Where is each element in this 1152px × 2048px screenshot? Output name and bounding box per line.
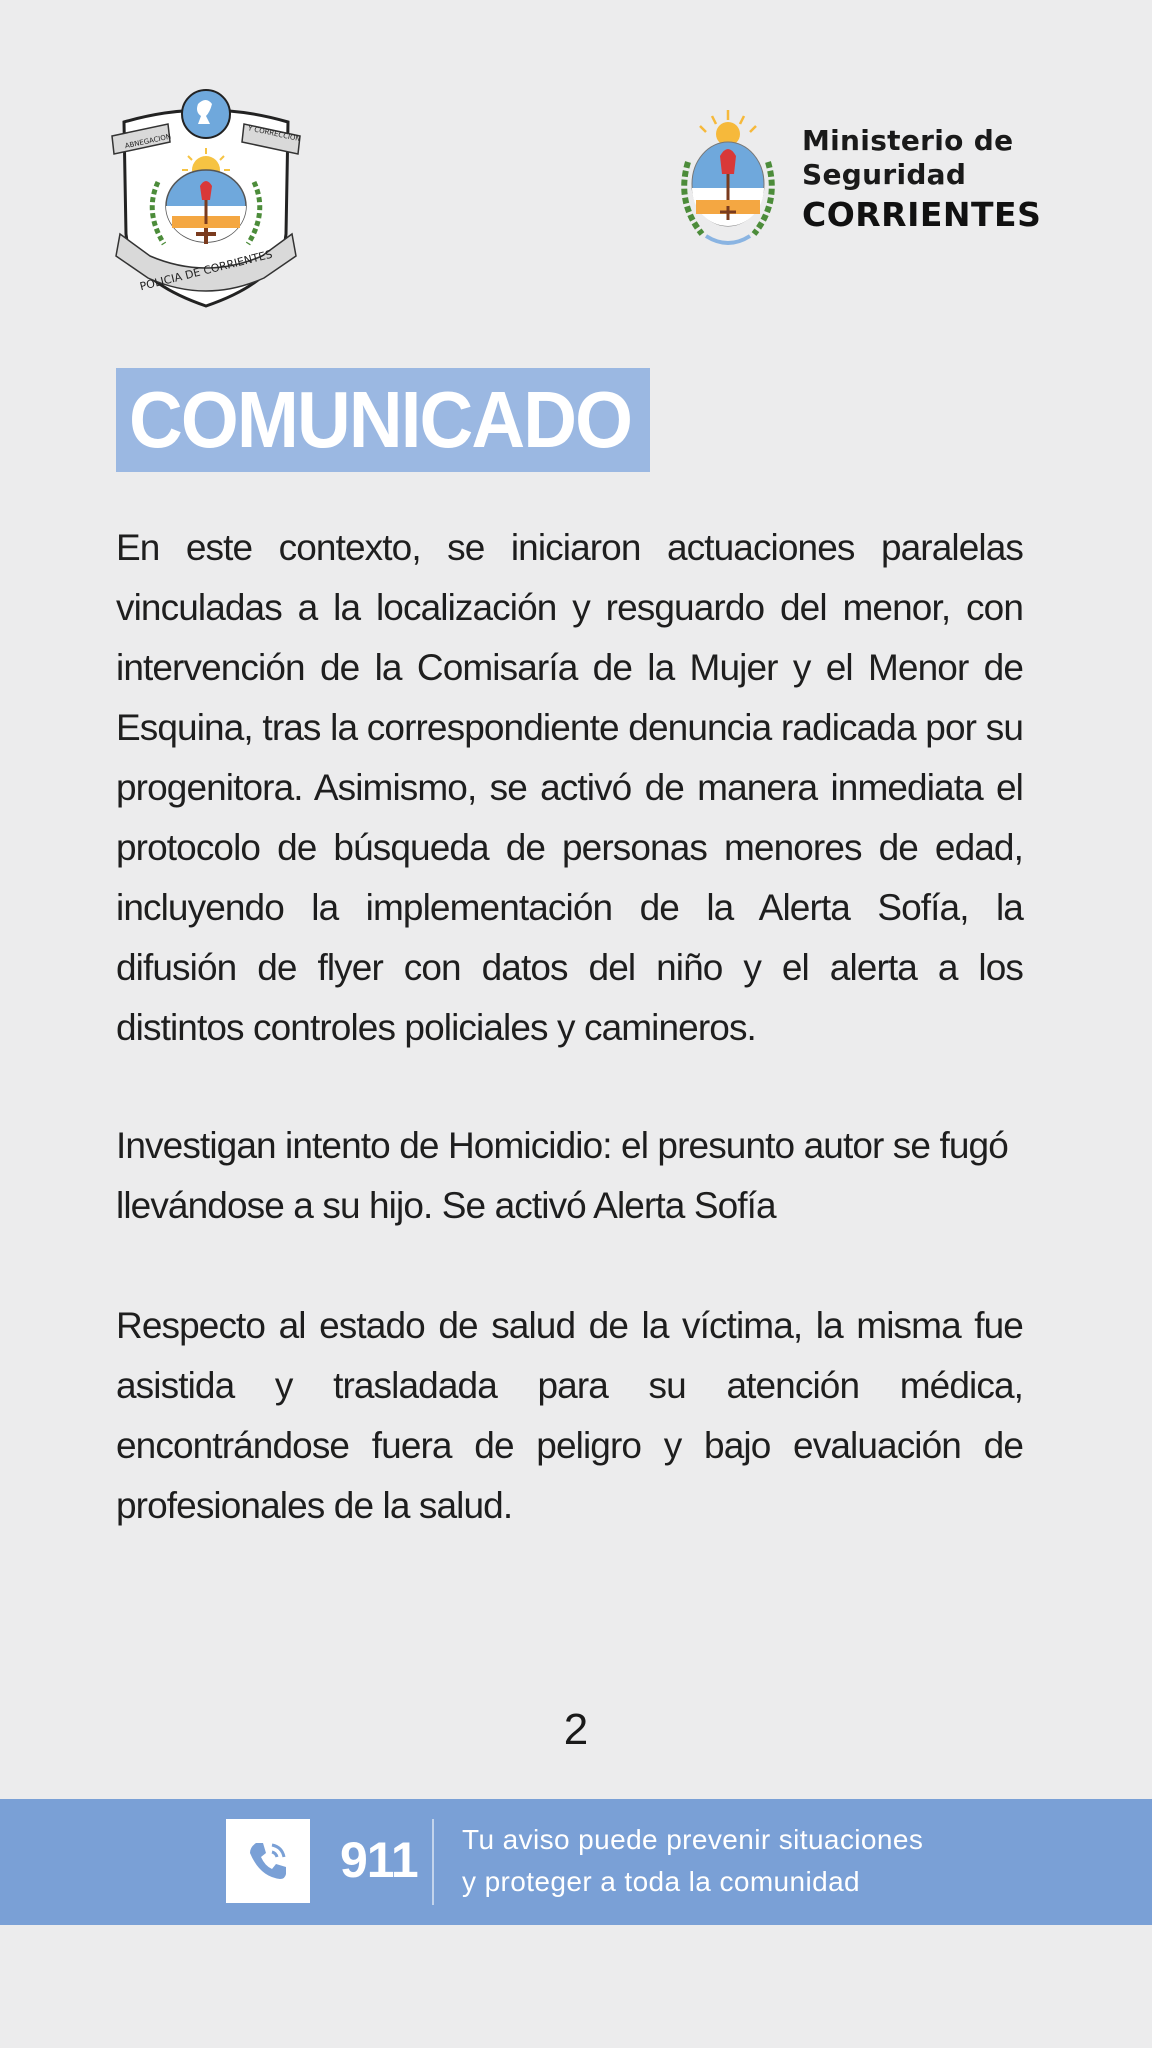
body-paragraph-2: Investigan intento de Homicidio: el presunto autor se fugó llevándose a su hijo. Se activó Alerta Sofía bbox=[116, 1125, 1008, 1226]
ministry-line-3: CORRIENTES bbox=[802, 195, 1042, 234]
ministry-logo bbox=[676, 108, 1096, 258]
footer-band bbox=[0, 1799, 1152, 1925]
corrientes-coat-of-arms-icon bbox=[676, 108, 780, 254]
page-title: COMUNICADO bbox=[129, 375, 632, 464]
ministry-name bbox=[802, 124, 1041, 238]
page-number: 2 bbox=[563, 1705, 589, 1754]
title-banner bbox=[116, 368, 650, 472]
footer-message-line-2: y proteger a toda la comunidad bbox=[462, 1866, 861, 1897]
svg-text:POLICIA DE CORRIENTES: POLICIA DE CORRIENTES bbox=[138, 247, 274, 294]
police-emblem-logo bbox=[110, 84, 302, 312]
ministry-line-2: Seguridad bbox=[802, 158, 967, 191]
footer-message bbox=[462, 1819, 923, 1903]
footer-message-line-1: Tu aviso puede prevenir situaciones bbox=[462, 1824, 924, 1855]
ministry-line-1: Ministerio de bbox=[802, 124, 1014, 157]
policia-corrientes-emblem-icon bbox=[110, 84, 302, 312]
body-paragraph-3: Respecto al estado de salud de la víctima, la misma fue asistida y trasladada para su atención médica, encontrándose fuera de peligro y bajo evaluación de profesionales de la salud. bbox=[116, 1305, 1023, 1526]
svg-text:Y CORRECCION: Y CORRECCION bbox=[247, 124, 302, 144]
phone-icon bbox=[226, 1819, 310, 1903]
footer-divider bbox=[432, 1819, 434, 1905]
svg-text:ABNEGACION: ABNEGACION bbox=[124, 132, 172, 151]
emergency-number: 911 bbox=[340, 1832, 418, 1888]
body-paragraph-1: En este contexto, se iniciaron actuaciones paralelas vinculadas a la localización y resguardo del menor, con intervención de la Comisaría de la Mujer y el Menor de Esquina, tras la correspondiente denuncia radicada por su progenitora. Asimismo, se activó de manera inmediata el protocolo de búsqueda de personas menores de edad, incluyendo la implementación de la Alerta Sofía, la difusión de flyer con datos del niño y el alerta a los distintos controles policiales y camineros. bbox=[116, 527, 1023, 1048]
